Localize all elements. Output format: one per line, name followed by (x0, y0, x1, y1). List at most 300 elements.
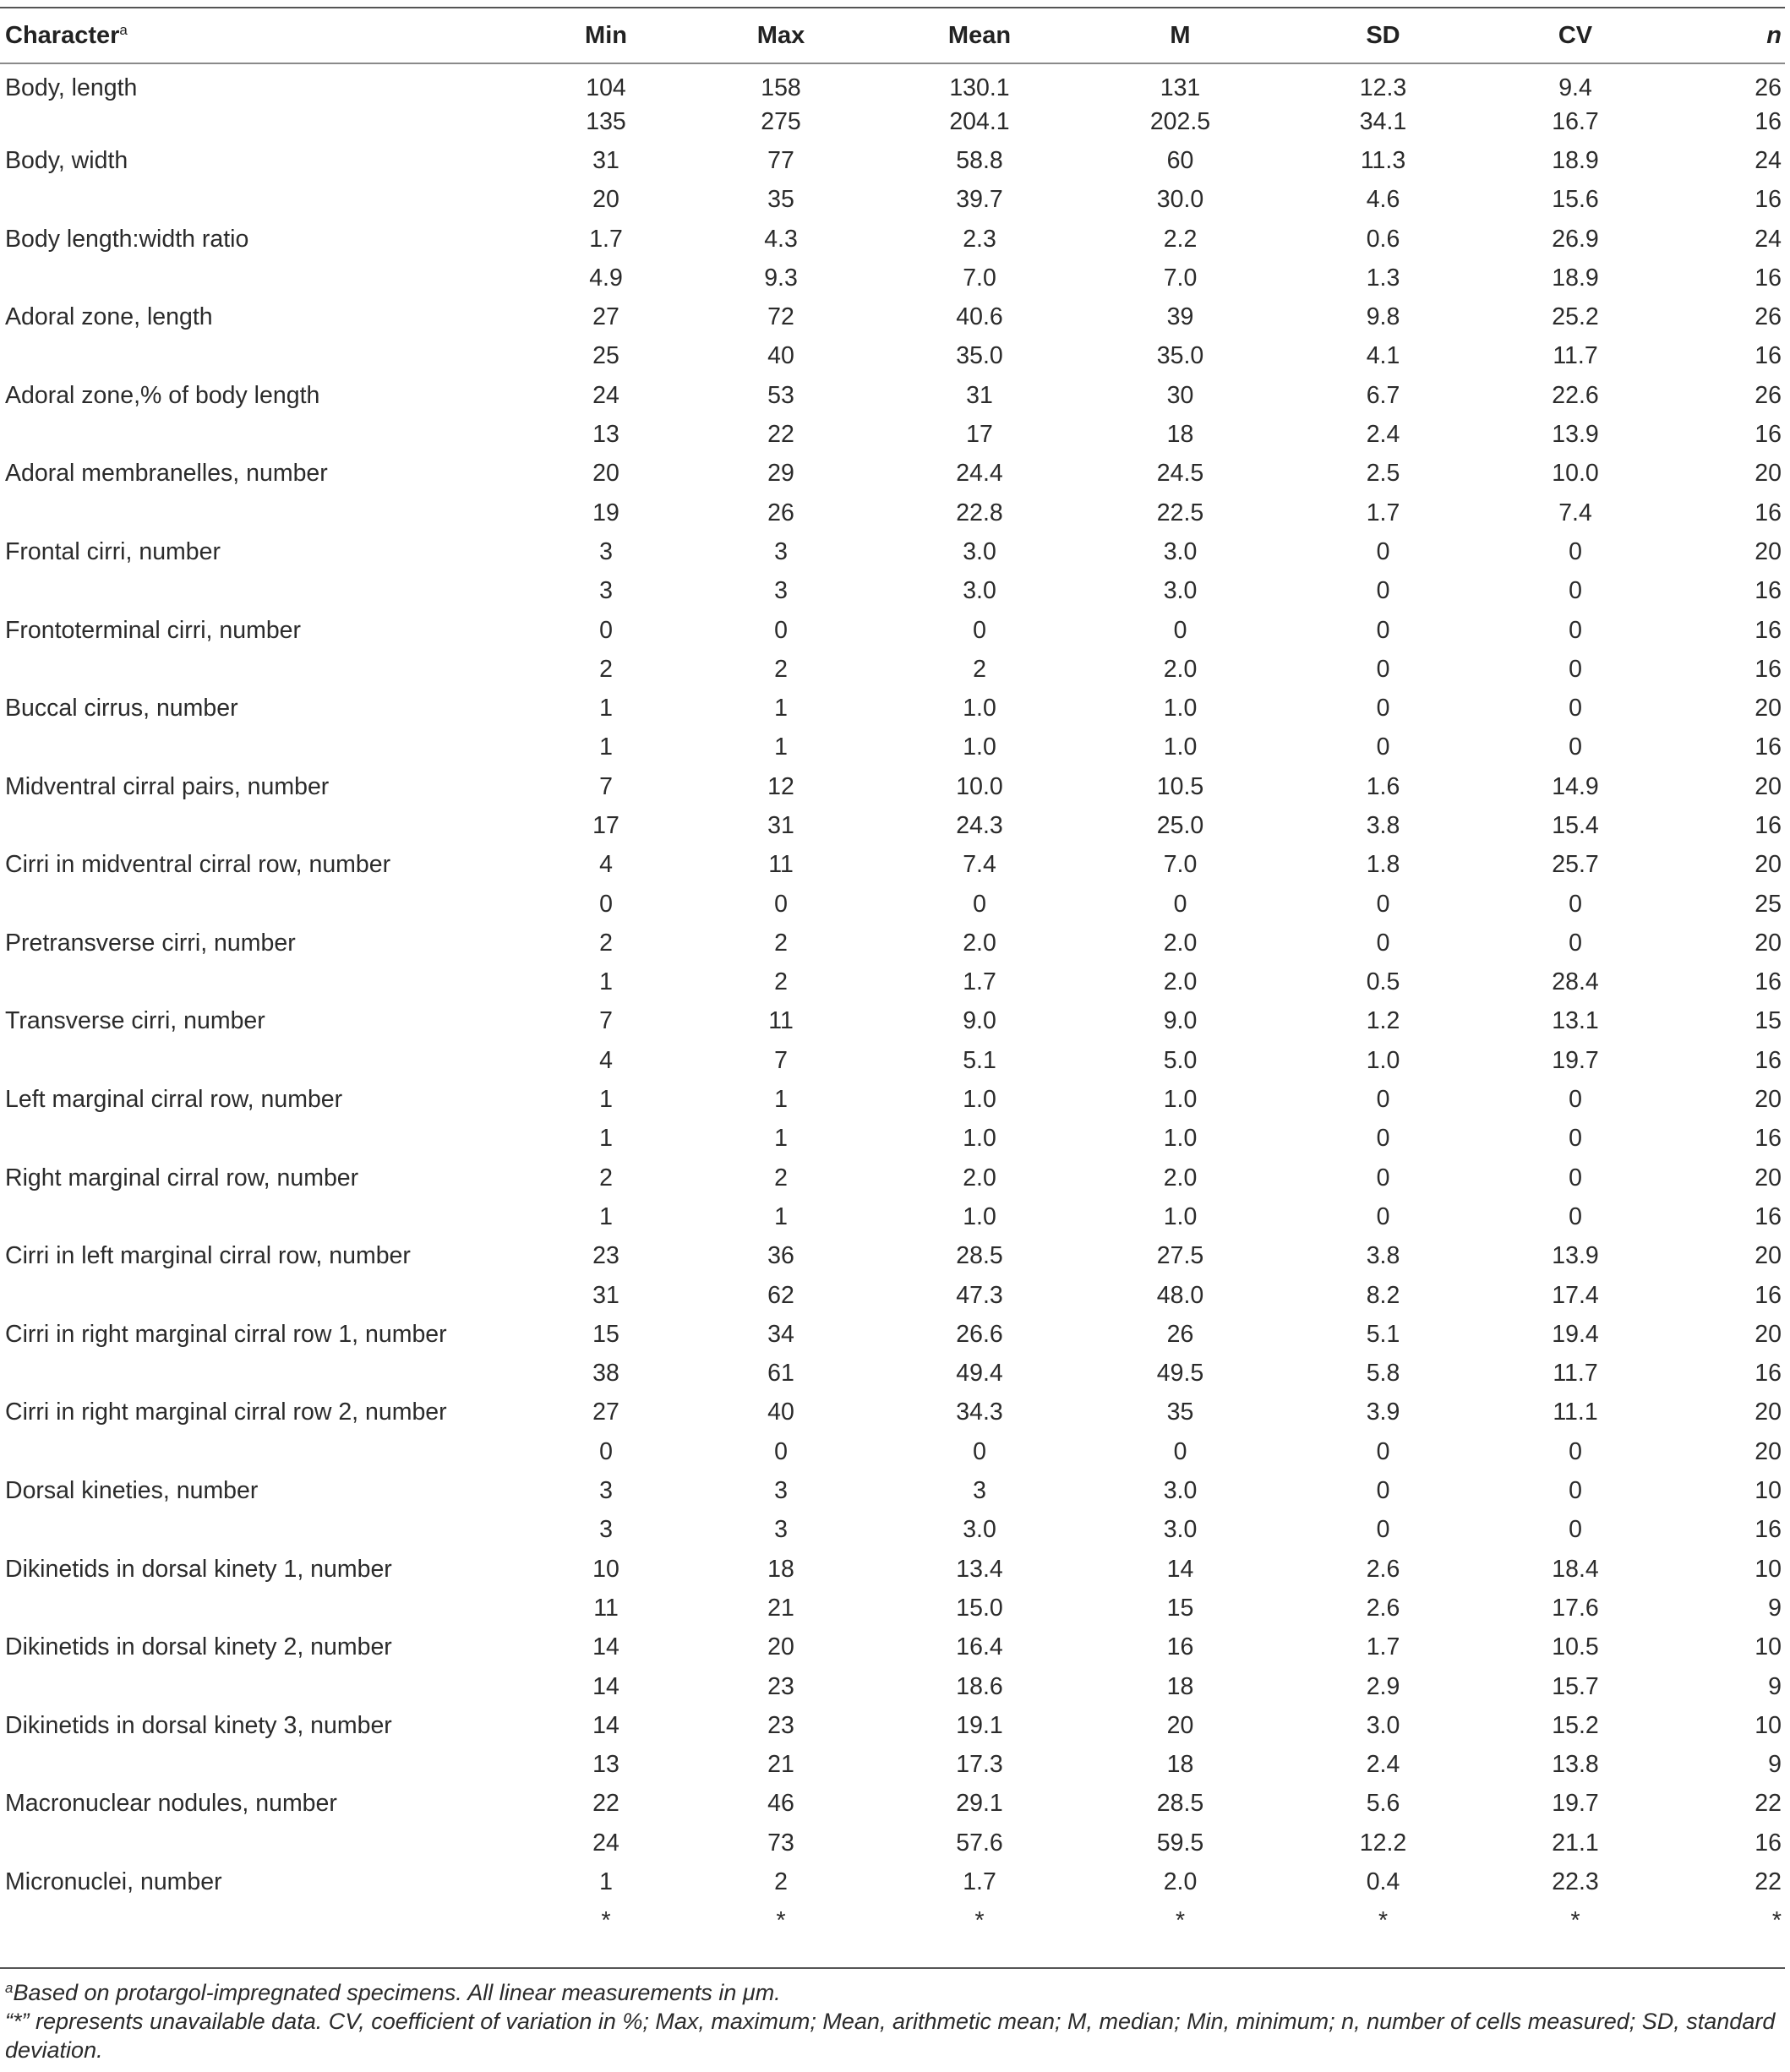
table-row (0, 963, 1785, 1002)
cell-mean: 2.0 (963, 929, 996, 957)
cell-mean: 3.0 (963, 537, 996, 565)
cell-mean: 13.4 (956, 1555, 1003, 1583)
table-row (0, 1041, 1785, 1080)
cell-sd: 0 (1376, 695, 1390, 722)
cell-mean: 18.6 (956, 1672, 1003, 1700)
cell-min: 22 (592, 1790, 619, 1818)
cell-sd: 4.6 (1366, 186, 1400, 214)
cell-max: 40 (767, 1399, 794, 1426)
cell-cv: 15.2 (1552, 1711, 1599, 1739)
cell-n: 25 (1755, 890, 1782, 918)
cell-n: 9 (1768, 1594, 1782, 1622)
cell-median: 16 (1166, 1633, 1194, 1661)
cell-median: 49.5 (1156, 1360, 1204, 1388)
cell-mean: 49.4 (956, 1360, 1003, 1388)
cell-mean: 1.7 (963, 968, 996, 996)
cell-n: 16 (1755, 1046, 1782, 1074)
cell-max: 3 (774, 1516, 788, 1544)
cell-sd: 3.0 (1366, 1711, 1400, 1739)
cell-min: 3 (599, 1477, 613, 1505)
cell-mean: 2.3 (963, 225, 996, 253)
cell-sd: * (1378, 1907, 1389, 1935)
cell-max: 3 (774, 1477, 788, 1505)
cell-max: 21 (767, 1751, 794, 1779)
cell-min: 2 (599, 655, 613, 683)
cell-sd: 0 (1376, 537, 1390, 565)
cell-cv: 18.9 (1552, 146, 1599, 174)
cell-min: 4 (599, 851, 613, 879)
table-footnotes (5, 1974, 1780, 2064)
cell-n: 16 (1755, 1125, 1782, 1153)
cell-character: Frontal cirri, number (5, 537, 221, 565)
cell-cv: * (1570, 1907, 1580, 1935)
cell-mean: 5.1 (963, 1046, 996, 1074)
cell-n: 26 (1755, 74, 1782, 101)
table-row (0, 767, 1785, 806)
table-row (0, 493, 1785, 532)
cell-min: 3 (599, 1516, 613, 1544)
column-header-min: Min (585, 21, 627, 49)
cell-cv: 18.9 (1552, 264, 1599, 292)
cell-cv: 9.4 (1558, 74, 1592, 101)
cell-min: 23 (592, 1242, 619, 1270)
cell-median: 7.0 (1163, 851, 1198, 879)
cell-median: 3.0 (1163, 537, 1198, 565)
cell-cv: 22.6 (1552, 381, 1599, 409)
cell-max: 2 (774, 655, 788, 683)
footnote-a: $^a$Based on protargol-impregnated specimens. All linear measurements in μm. (5, 1980, 781, 2005)
cell-median: 26 (1166, 1320, 1194, 1348)
cell-min: 1 (599, 695, 613, 722)
cell-max: 35 (767, 186, 794, 214)
cell-sd: 0.5 (1366, 968, 1400, 996)
cell-median: 202.5 (1149, 107, 1211, 135)
cell-min: * (601, 1907, 611, 1935)
cell-max: 11 (768, 851, 794, 879)
cell-mean: 1.0 (963, 1125, 996, 1153)
cell-sd: 5.1 (1366, 1320, 1400, 1348)
table-row (0, 181, 1785, 220)
cell-max: 7 (774, 1046, 788, 1074)
cell-character: Adoral membranelles, number (5, 460, 328, 488)
table-row (0, 650, 1785, 689)
cell-character: Body, width (5, 146, 128, 174)
cell-mean: 22.8 (956, 499, 1003, 526)
cell-character (0, 1745, 524, 1784)
cell-sd: 9.8 (1366, 303, 1400, 331)
cell-cv: 0 (1569, 1164, 1582, 1191)
cell-cv: 0 (1569, 733, 1582, 761)
cell-sd: 0 (1376, 890, 1390, 918)
table-row (0, 297, 1785, 336)
cell-median: 3.0 (1163, 1516, 1198, 1544)
cell-max: 46 (767, 1790, 794, 1818)
cell-sd: 3.9 (1366, 1399, 1400, 1426)
cell-character: Transverse cirri, number (5, 1007, 265, 1035)
cell-character (0, 1041, 524, 1080)
cell-min: 0 (599, 1437, 613, 1465)
cell-cv: 15.4 (1552, 811, 1599, 839)
cell-min: 20 (592, 186, 619, 214)
cell-character: Dikinetids in dorsal kinety 1, number (5, 1555, 392, 1583)
cell-min: 135 (586, 107, 626, 135)
cell-min: 2 (599, 1164, 613, 1191)
cell-max: 2 (774, 1868, 788, 1895)
cell-cv: 0 (1569, 616, 1582, 644)
cell-median: 2.0 (1163, 655, 1198, 683)
cell-mean: 3.0 (963, 1516, 996, 1544)
cell-median: 24.5 (1156, 460, 1204, 488)
table-row (0, 141, 1785, 180)
table-row (0, 1237, 1785, 1276)
cell-median: 2.2 (1163, 225, 1198, 253)
cell-cv: 26.9 (1552, 225, 1599, 253)
table-row (0, 1589, 1785, 1628)
cell-min: 3 (599, 577, 613, 605)
cell-min: 38 (592, 1360, 619, 1388)
cell-n: 10 (1755, 1555, 1782, 1583)
cell-cv: 15.6 (1552, 186, 1599, 214)
cell-n: 26 (1755, 381, 1782, 409)
cell-n: 16 (1755, 107, 1782, 135)
cell-n: 16 (1755, 616, 1782, 644)
cell-sd: 11.3 (1360, 146, 1406, 174)
table-row (0, 728, 1785, 767)
table-row (0, 220, 1785, 259)
cell-sd: 2.4 (1366, 1751, 1400, 1779)
cell-max: 2 (774, 968, 788, 996)
cell-mean: 2 (973, 655, 986, 683)
cell-max: 0 (774, 1437, 788, 1465)
cell-mean: 0 (973, 1437, 986, 1465)
cell-sd: 0 (1376, 616, 1390, 644)
cell-n: 20 (1755, 537, 1782, 565)
cell-cv: 0 (1569, 695, 1582, 722)
table-row (0, 63, 1785, 102)
cell-max: 36 (767, 1242, 794, 1270)
table-row (0, 1432, 1785, 1471)
cell-sd: 2.4 (1366, 421, 1400, 449)
cell-max: 29 (767, 460, 794, 488)
cell-max: 3 (774, 537, 788, 565)
cell-n: 24 (1755, 225, 1782, 253)
cell-max: 31 (767, 811, 794, 839)
cell-character (0, 1120, 524, 1159)
cell-min: 31 (592, 1281, 619, 1309)
cell-median: 2.0 (1163, 1164, 1198, 1191)
cell-max: 275 (761, 107, 801, 135)
cell-max: 158 (761, 74, 801, 101)
cell-mean: 1.7 (963, 1868, 996, 1895)
cell-median: 30.0 (1156, 186, 1204, 214)
cell-median: 20 (1166, 1711, 1194, 1739)
cell-min: 15 (592, 1320, 619, 1348)
cell-mean: 204.1 (949, 107, 1010, 135)
cell-sd: 1.8 (1366, 851, 1400, 879)
cell-cv: 19.7 (1552, 1790, 1599, 1818)
cell-mean: 9.0 (963, 1007, 996, 1035)
cell-median: 131 (1160, 74, 1201, 101)
cell-min: 4 (599, 1046, 613, 1074)
table-row (0, 611, 1785, 650)
cell-n: 20 (1755, 851, 1782, 879)
cell-median: 1.0 (1163, 1202, 1198, 1230)
cell-mean: 35.0 (956, 342, 1003, 370)
cell-min: 31 (592, 146, 619, 174)
table-row (0, 1197, 1785, 1236)
cell-median: 27.5 (1156, 1242, 1204, 1270)
cell-character (0, 1197, 524, 1236)
cell-median: 14 (1166, 1555, 1194, 1583)
cell-n: 20 (1755, 1399, 1782, 1426)
cell-mean: 28.5 (956, 1242, 1003, 1270)
cell-max: 1 (774, 1086, 788, 1114)
cell-n: 16 (1755, 186, 1782, 214)
cell-mean: 15.0 (956, 1594, 1003, 1622)
cell-character: Cirri in right marginal cirral row 2, number (5, 1399, 447, 1426)
cell-median: 1.0 (1163, 1086, 1198, 1114)
cell-min: 14 (592, 1672, 619, 1700)
cell-n: 16 (1755, 1360, 1782, 1388)
cell-sd: 0 (1376, 1125, 1390, 1153)
cell-sd: 0 (1376, 1164, 1390, 1191)
cell-n: 16 (1755, 577, 1782, 605)
cell-max: 1 (774, 733, 788, 761)
cell-n: 16 (1755, 499, 1782, 526)
cell-sd: 1.7 (1366, 499, 1400, 526)
cell-median: 1.0 (1163, 733, 1198, 761)
cell-max: 2 (774, 1164, 788, 1191)
cell-cv: 13.1 (1552, 1007, 1599, 1035)
cell-n: 20 (1755, 772, 1782, 800)
cell-character: Midventral cirral pairs, number (5, 772, 330, 800)
cell-mean: 26.6 (956, 1320, 1003, 1348)
cell-sd: 0 (1376, 1477, 1390, 1505)
cell-max: 26 (767, 499, 794, 526)
cell-cv: 13.9 (1552, 1242, 1599, 1270)
cell-median: 18 (1166, 1751, 1194, 1779)
cell-character (0, 1276, 524, 1315)
cell-sd: 3.8 (1366, 811, 1400, 839)
table-header-row (0, 8, 1785, 63)
cell-character: Body, length (5, 74, 138, 101)
cell-mean: 24.4 (956, 460, 1003, 488)
cell-mean: 29.1 (956, 1790, 1003, 1818)
cell-median: 2.0 (1163, 929, 1198, 957)
cell-character (0, 885, 524, 924)
cell-cv: 11.1 (1553, 1399, 1598, 1426)
cell-sd: 1.6 (1366, 772, 1400, 800)
cell-max: 11 (768, 1007, 794, 1035)
cell-n: 20 (1755, 695, 1782, 722)
cell-n: 22 (1755, 1790, 1782, 1818)
cell-sd: 0 (1376, 929, 1390, 957)
cell-cv: 22.3 (1552, 1868, 1599, 1895)
cell-median: 18 (1166, 1672, 1194, 1700)
cell-cv: 25.2 (1552, 303, 1599, 331)
cell-cv: 0 (1569, 537, 1582, 565)
cell-cv: 25.7 (1552, 851, 1599, 879)
cell-mean: 34.3 (956, 1399, 1003, 1426)
cell-median: 1.0 (1163, 695, 1198, 722)
cell-sd: 2.6 (1366, 1594, 1400, 1622)
cell-max: 22 (767, 421, 794, 449)
cell-sd: 0 (1376, 1202, 1390, 1230)
cell-mean: 39.7 (956, 186, 1003, 214)
cell-character: Cirri in left marginal cirral row, number (5, 1242, 411, 1270)
cell-min: 1 (599, 1125, 613, 1153)
cell-median: 9.0 (1163, 1007, 1198, 1035)
cell-median: 22.5 (1156, 499, 1204, 526)
cell-sd: 5.8 (1366, 1360, 1400, 1388)
cell-cv: 11.7 (1553, 342, 1598, 370)
cell-mean: 0 (973, 616, 986, 644)
cell-min: 1.7 (589, 225, 623, 253)
cell-max: 23 (767, 1711, 794, 1739)
cell-n: 9 (1768, 1751, 1782, 1779)
cell-n: * (1771, 1907, 1782, 1935)
morphometric-table (0, 8, 1785, 1941)
cell-character: Macronuclear nodules, number (5, 1790, 337, 1818)
cell-min: 104 (586, 74, 626, 101)
cell-mean: 58.8 (956, 146, 1003, 174)
cell-character (0, 963, 524, 1002)
cell-n: 16 (1755, 1202, 1782, 1230)
cell-cv: 7.4 (1558, 499, 1592, 526)
cell-min: 17 (592, 811, 619, 839)
cell-n: 15 (1755, 1007, 1782, 1035)
cell-min: 1 (599, 1202, 613, 1230)
cell-n: 16 (1755, 1829, 1782, 1857)
cell-min: 1 (599, 1086, 613, 1114)
column-header-median: M (1170, 21, 1191, 49)
table-row (0, 885, 1785, 924)
cell-cv: 0 (1569, 655, 1582, 683)
footnote-b: “*” represents unavailable data. CV, coefficient of variation in %; Max, maximum; Mean, arithmetic mean; M, median; Min, minimum; n, number of cells measured; SD, standard deviation. (5, 2009, 1776, 2063)
cell-n: 22 (1755, 1868, 1782, 1895)
cell-n: 16 (1755, 342, 1782, 370)
cell-character: Body length:width ratio (5, 225, 249, 253)
table-row (0, 924, 1785, 962)
cell-max: 72 (767, 303, 794, 331)
cell-sd: 0.6 (1366, 225, 1400, 253)
cell-median: 3.0 (1163, 577, 1198, 605)
cell-min: 0 (599, 616, 613, 644)
cell-median: 60 (1166, 146, 1194, 174)
cell-character: Buccal cirrus, number (5, 695, 238, 722)
table-row (0, 415, 1785, 454)
cell-median: 2.0 (1163, 968, 1198, 996)
table-row (0, 1355, 1785, 1393)
cell-character (0, 102, 524, 141)
cell-mean: 1.0 (963, 1086, 996, 1114)
table-row (0, 1706, 1785, 1745)
cell-max: 73 (767, 1829, 794, 1857)
cell-sd: 1.0 (1366, 1046, 1400, 1074)
cell-max: 1 (774, 695, 788, 722)
cell-n: 10 (1755, 1633, 1782, 1661)
cell-median: 39 (1166, 303, 1194, 331)
cell-sd: 6.7 (1366, 381, 1400, 409)
table-row (0, 1159, 1785, 1197)
table-row (0, 1276, 1785, 1315)
cell-sd: 0 (1376, 655, 1390, 683)
cell-mean: 19.1 (956, 1711, 1003, 1739)
cell-mean: 16.4 (956, 1633, 1003, 1661)
table-row (0, 1471, 1785, 1510)
table-row (0, 1511, 1785, 1550)
cell-character (0, 1432, 524, 1471)
cell-mean: 1.0 (963, 733, 996, 761)
cell-sd: 2.6 (1366, 1555, 1400, 1583)
cell-cv: 10.5 (1552, 1633, 1599, 1661)
cell-n: 16 (1755, 733, 1782, 761)
table-row (0, 376, 1785, 415)
cell-max: * (776, 1907, 786, 1935)
cell-min: 3 (599, 537, 613, 565)
cell-min: 27 (592, 303, 619, 331)
cell-character: Cirri in right marginal cirral row 1, number (5, 1320, 447, 1348)
cell-max: 77 (767, 146, 794, 174)
table-row (0, 1785, 1785, 1824)
cell-sd: 0.4 (1366, 1868, 1400, 1895)
cell-character (0, 1589, 524, 1628)
cell-character: Dorsal kineties, number (5, 1477, 259, 1505)
cell-character: Dikinetids in dorsal kinety 3, number (5, 1711, 392, 1739)
table-row (0, 102, 1785, 141)
cell-cv: 0 (1569, 577, 1582, 605)
cell-min: 11 (593, 1594, 619, 1622)
cell-character: Adoral zone,% of body length (5, 381, 320, 409)
cell-cv: 0 (1569, 890, 1582, 918)
cell-median: 48.0 (1156, 1281, 1204, 1309)
cell-sd: 8.2 (1366, 1281, 1400, 1309)
cell-max: 20 (767, 1633, 794, 1661)
cell-min: 24 (592, 381, 619, 409)
cell-n: 9 (1768, 1672, 1782, 1700)
cell-mean: * (974, 1907, 985, 1935)
cell-n: 16 (1755, 1516, 1782, 1544)
cell-mean: 3 (973, 1477, 986, 1505)
cell-n: 10 (1755, 1477, 1782, 1505)
cell-cv: 13.9 (1552, 421, 1599, 449)
cell-cv: 28.4 (1552, 968, 1599, 996)
cell-cv: 11.7 (1553, 1360, 1598, 1388)
cell-n: 10 (1755, 1711, 1782, 1739)
cell-character: Cirri in midventral cirral row, number (5, 851, 391, 879)
cell-character (0, 1511, 524, 1550)
cell-median: 7.0 (1163, 264, 1198, 292)
cell-median: 25.0 (1156, 811, 1204, 839)
cell-median: 1.0 (1163, 1125, 1198, 1153)
cell-n: 20 (1755, 1086, 1782, 1114)
cell-mean: 57.6 (956, 1829, 1003, 1857)
cell-character (0, 1667, 524, 1706)
cell-max: 21 (767, 1594, 794, 1622)
cell-median: 35.0 (1156, 342, 1204, 370)
cell-min: 0 (599, 890, 613, 918)
table-row (0, 1862, 1785, 1901)
cell-character: Adoral zone, length (5, 303, 213, 331)
cell-character (0, 493, 524, 532)
cell-n: 24 (1755, 146, 1782, 174)
cell-cv: 19.7 (1552, 1046, 1599, 1074)
cell-character: Micronuclei, number (5, 1868, 222, 1895)
cell-character: Left marginal cirral row, number (5, 1086, 343, 1114)
cell-median: 59.5 (1156, 1829, 1204, 1857)
column-header-cv: CV (1558, 21, 1593, 49)
cell-max: 12 (767, 772, 794, 800)
